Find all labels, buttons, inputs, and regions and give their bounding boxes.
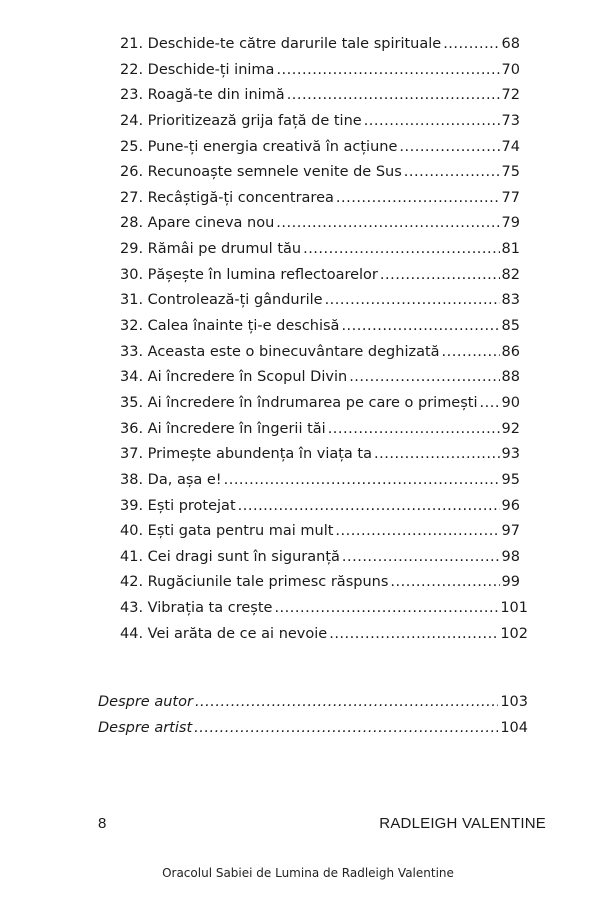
toc-entry-title: 44. Vei arăta de ce ai nevoie <box>120 625 328 642</box>
toc-entry-page: 93 <box>501 446 520 463</box>
toc-entry-page: 81 <box>501 241 520 258</box>
toc-entry <box>120 241 528 267</box>
toc-entry-page: 97 <box>501 523 520 540</box>
toc-entry-title: 34. Ai încredere în Scopul Divin <box>120 369 348 386</box>
toc-entry <box>120 395 528 421</box>
toc-entry-page: 75 <box>501 164 520 181</box>
toc-entry-title: 35. Ai încredere în îndrumarea pe care o primești <box>120 394 478 411</box>
toc-leader-dots <box>404 164 500 180</box>
toc-entry-title: 38. Da, așa e! <box>120 471 222 488</box>
toc-entry <box>98 694 528 720</box>
toc-entry-title: 27. Recâștigă-ți concentrarea <box>120 189 334 206</box>
toc-leader-dots <box>374 446 500 462</box>
toc-leader-dots <box>276 62 499 78</box>
toc-entry-title: 29. Rămâi pe drumul tău <box>120 241 302 258</box>
toc-entry-title: Despre artist <box>98 720 193 736</box>
toc-entry-title: 40. Ești gata pentru mai mult <box>120 523 334 540</box>
toc-entry-page: 102 <box>500 625 528 642</box>
toc-leader-dots <box>195 694 498 710</box>
toc-entry <box>120 164 528 190</box>
toc-entry-title: 28. Apare cineva nou <box>120 215 275 232</box>
toc-entry-page: 85 <box>501 318 520 335</box>
toc-entry <box>120 626 528 652</box>
toc-entry-title: 23. Roagă-te din inimă <box>120 87 285 104</box>
toc-appendix <box>98 694 528 746</box>
toc-entry-title: 37. Primește abundența în viața ta <box>120 446 373 463</box>
toc-entry-page: 101 <box>500 600 528 617</box>
toc-entry-page: 82 <box>501 266 520 283</box>
toc-leader-dots <box>390 574 499 590</box>
toc-entry-page: 96 <box>501 497 520 514</box>
toc-entry <box>120 36 528 62</box>
toc-entry-page: 86 <box>501 343 520 360</box>
toc-entry-title: 39. Ești protejat <box>120 497 236 514</box>
toc-entry-title: 43. Vibrația ta crește <box>120 600 273 617</box>
toc-entry-title: 36. Ai încredere în îngerii tăi <box>120 420 326 437</box>
toc-entry-title: 22. Deschide-ți inima <box>120 61 275 78</box>
toc-leader-dots <box>303 241 499 257</box>
toc-entry-title: Despre autor <box>98 694 193 710</box>
toc-entry <box>120 421 528 447</box>
toc-entry <box>120 472 528 498</box>
table-of-contents <box>120 36 528 651</box>
toc-entry <box>120 600 528 626</box>
toc-leader-dots <box>399 139 499 155</box>
toc-entry-title: 31. Controlează-ți gândurile <box>120 292 323 309</box>
toc-leader-dots <box>341 318 499 334</box>
toc-entry <box>120 292 528 318</box>
toc-entry-title: 41. Cei dragi sunt în siguranță <box>120 548 340 565</box>
toc-leader-dots <box>276 215 499 231</box>
toc-entry-page: 83 <box>501 292 520 309</box>
toc-leader-dots <box>480 395 500 411</box>
toc-leader-dots <box>287 87 500 103</box>
toc-leader-dots <box>329 626 498 642</box>
toc-entry-title: 32. Calea înainte ți-e deschisă <box>120 318 340 335</box>
toc-entry-page: 99 <box>501 574 520 591</box>
page-number: 8 <box>98 815 107 832</box>
toc-entry-title: 25. Pune-ți energia creativă în acțiune <box>120 138 398 155</box>
toc-entry <box>120 87 528 113</box>
toc-entry-page: 88 <box>501 369 520 386</box>
toc-entry <box>120 523 528 549</box>
toc-entry <box>120 344 528 370</box>
toc-leader-dots <box>194 720 498 736</box>
toc-leader-dots <box>328 421 500 437</box>
toc-leader-dots <box>349 369 499 385</box>
toc-entry <box>120 318 528 344</box>
page-footer <box>98 815 546 832</box>
toc-entry-title: 24. Prioritizează grija față de tine <box>120 112 362 129</box>
toc-entry-title: 26. Recunoaște semnele venite de Sus <box>120 164 402 181</box>
toc-entry <box>120 498 528 524</box>
toc-leader-dots <box>238 498 500 514</box>
toc-entry-page: 79 <box>501 215 520 232</box>
toc-leader-dots <box>325 292 500 308</box>
toc-leader-dots <box>274 600 498 616</box>
toc-leader-dots <box>364 113 500 129</box>
toc-entry <box>120 190 528 216</box>
toc-entry <box>120 113 528 139</box>
toc-leader-dots <box>224 472 500 488</box>
toc-entry <box>120 215 528 241</box>
toc-leader-dots <box>335 523 499 539</box>
toc-entry-title: 33. Aceasta este o binecuvântare deghizată <box>120 343 440 360</box>
toc-entry-page: 104 <box>500 720 528 736</box>
toc-entry-page: 95 <box>501 471 520 488</box>
toc-entry <box>98 720 528 746</box>
toc-entry <box>120 549 528 575</box>
toc-entry <box>120 574 528 600</box>
toc-entry <box>120 446 528 472</box>
toc-entry <box>120 139 528 165</box>
toc-entry-page: 90 <box>501 394 520 411</box>
toc-entry-page: 68 <box>501 36 520 52</box>
toc-entry <box>120 62 528 88</box>
toc-leader-dots <box>380 267 500 283</box>
toc-leader-dots <box>443 36 499 52</box>
toc-leader-dots <box>336 190 500 206</box>
toc-entry <box>120 369 528 395</box>
toc-leader-dots <box>442 344 500 360</box>
toc-entry-page: 72 <box>501 87 520 104</box>
toc-leader-dots <box>342 549 500 565</box>
toc-entry-title: 21. Deschide-te către darurile tale spirituale <box>120 36 442 52</box>
running-head: RADLEIGH VALENTINE <box>379 815 546 832</box>
image-caption: Oracolul Sabiei de Lumina de Radleigh Valentine <box>162 866 454 880</box>
toc-entry-page: 74 <box>501 138 520 155</box>
toc-entry-page: 70 <box>501 61 520 78</box>
toc-entry-page: 92 <box>501 420 520 437</box>
toc-entry-page: 98 <box>501 548 520 565</box>
toc-entry <box>120 267 528 293</box>
toc-entry-page: 77 <box>501 189 520 206</box>
toc-entry-title: 42. Rugăciunile tale primesc răspuns <box>120 574 389 591</box>
toc-entry-page: 103 <box>500 694 528 710</box>
toc-entry-title: 30. Pășește în lumina reflectoarelor <box>120 266 378 283</box>
toc-entry-page: 73 <box>501 112 520 129</box>
